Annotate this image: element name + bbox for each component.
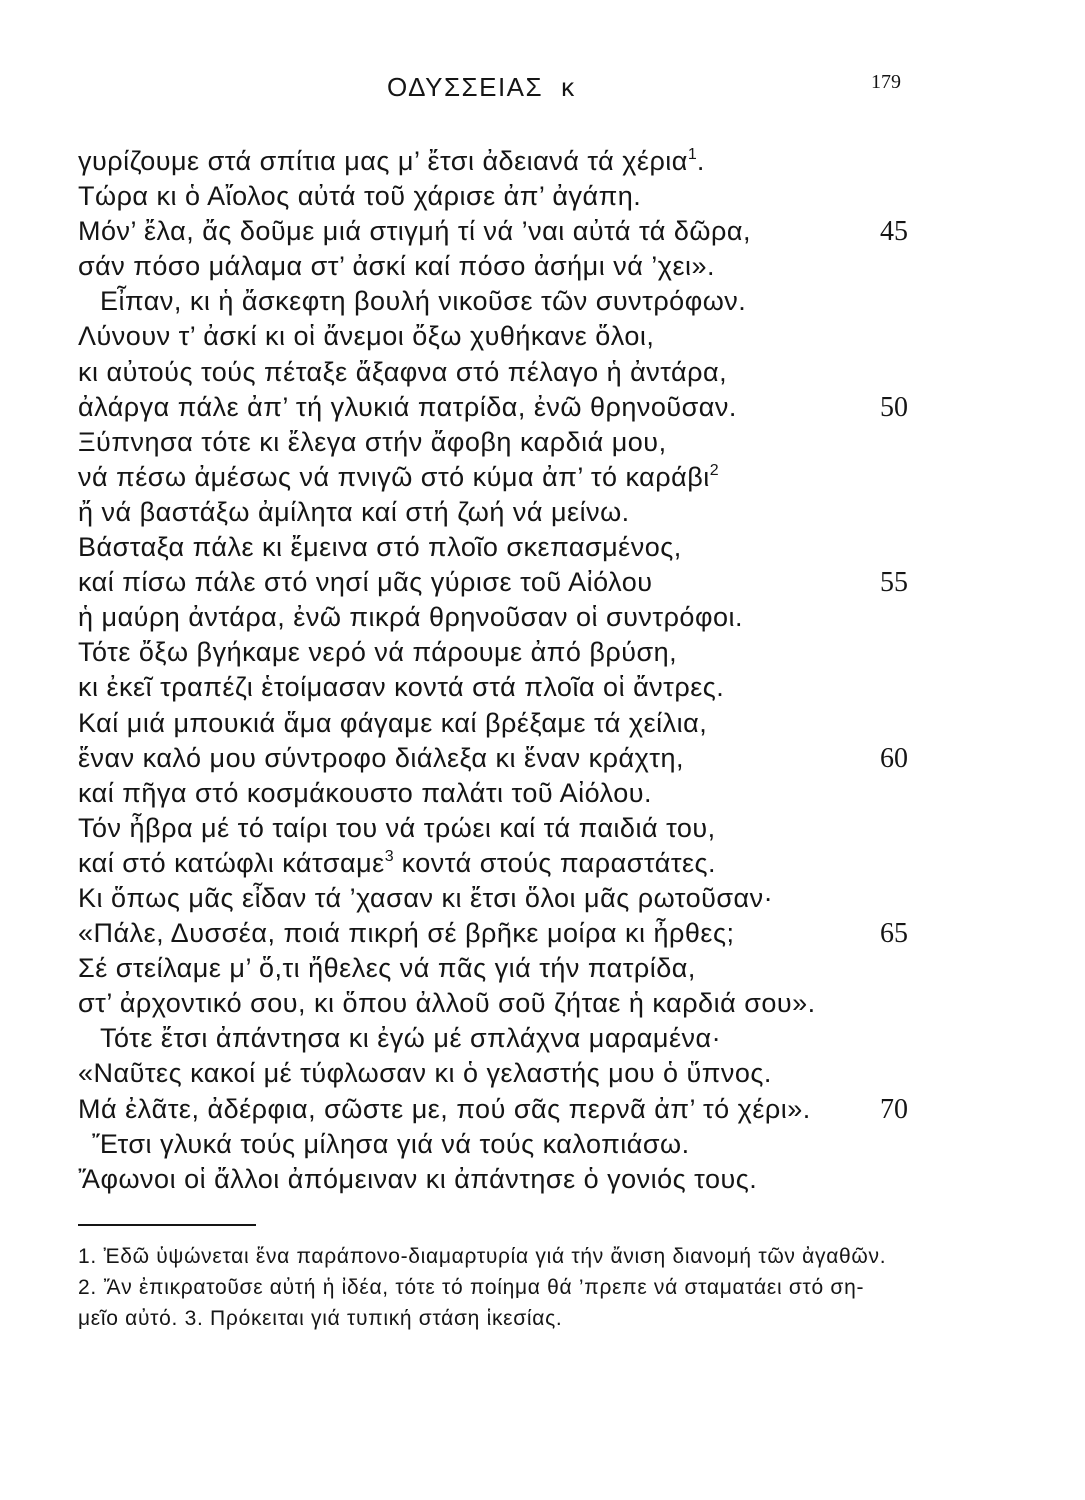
verse-text: καί πίσω πάλε στό νησί μᾶς γύρισε τοῦ Αἰόλου — [78, 567, 653, 598]
verse-text: κι ἐκεῖ τραπέζι ἑτοίμασαν κοντά στά πλοῖα οἱ ἄντρες. — [78, 672, 725, 703]
verse-line — [78, 1056, 958, 1091]
verse-text: σάν πόσο μάλαμα στ’ ἀσκί καί πόσο ἀσήμι νά ’χει». — [78, 251, 716, 282]
verse-line — [78, 355, 958, 390]
verse-line — [78, 706, 958, 741]
line-number: 55 — [880, 567, 908, 599]
verse-line — [78, 249, 958, 284]
verse-text: Καί μιά μπουκιά ἅμα φάγαμε καί βρέξαμε τά χείλια, — [78, 707, 708, 738]
verse-text-after: . — [696, 146, 705, 176]
verse-text: Ξύπνησα τότε κι ἔλεγα στήν ἄφοβη καρδιά μου, — [78, 426, 667, 457]
verse-text: γυρίζουμε στά σπίτια μας μ’ ἔτσι ἀδειανά τά χέρια — [78, 146, 688, 176]
verse-line — [78, 214, 958, 249]
verse-text: «Πάλε, Δυσσέα, ποιά πικρή σέ βρῆκε μοίρα κι ἦρθες; — [78, 918, 735, 949]
verse-text: Τώρα κι ὁ Αἴολος αὐτά τοῦ χάρισε ἀπ’ ἀγάπη. — [78, 181, 642, 212]
verse-text: καί πῆγα στό κοσμάκουστο παλάτι τοῦ Αἰόλου. — [78, 777, 652, 808]
verse-line — [78, 460, 958, 495]
verse-text: Ἄφωνοι οἱ ἄλλοι ἀπόμειναν κι ἀπάντησε ὁ γονιός τους. — [78, 1163, 758, 1194]
verse-text: στ’ ἀρχοντικό σου, κι ὅπου ἀλλοῦ σοῦ ζήταε ἡ καρδιά σου». — [78, 988, 816, 1019]
verse-line — [78, 986, 958, 1021]
verse-line — [78, 951, 958, 986]
verse-line — [78, 635, 958, 670]
footnotes — [78, 1241, 886, 1334]
verse-text: Τότε ἔτσι ἀπάντησα κι ἐγώ μέ σπλάχνα μαραμένα· — [100, 1023, 722, 1054]
verse-line — [78, 776, 958, 811]
verse-line — [78, 495, 958, 530]
verse-line — [78, 741, 958, 776]
verse-text: Μόν’ ἔλα, ἄς δοῦμε μιά στιγμή τί νά ’ναι αὐτά τά δῶρα, — [78, 216, 751, 247]
verse-line — [78, 881, 958, 916]
verse-text: ἡ μαύρη ἀντάρα, ἐνῶ πικρά θρηνοῦσαν οἱ συντρόφοι. — [78, 602, 743, 633]
footnote-ref: 3 — [384, 847, 394, 865]
running-head — [387, 72, 574, 102]
verse-line — [78, 319, 958, 354]
verse-line — [78, 916, 958, 951]
verse-text: νά πέσω ἀμέσως νά πνιγῶ στό κύμα ἀπ’ τό καράβι — [78, 461, 710, 492]
line-number: 70 — [880, 1093, 908, 1125]
verse-block — [78, 144, 958, 1197]
verse-line — [78, 811, 958, 846]
verse-text: Ἔτσι γλυκά τούς μίλησα γιά νά τούς καλοπιάσω. — [92, 1128, 690, 1159]
verse-text: Βάσταξα πάλε κι ἔμεινα στό πλοῖο σκεπασμένος, — [78, 532, 682, 563]
line-number: 50 — [880, 391, 908, 423]
verse-text: Κι ὅπως μᾶς εἶδαν τά ’χασαν κι ἔτσι ὅλοι μᾶς ρωτοῦσαν· — [78, 882, 774, 913]
verse-line — [78, 144, 958, 179]
verse-text: ἤ νά βαστάξω ἀμίλητα καί στή ζωή νά μείνω. — [78, 496, 630, 527]
verse-line — [78, 565, 958, 600]
page-number: 179 — [871, 71, 901, 93]
verse-text: καί στό κατώφλι κάτσαμε — [78, 847, 385, 878]
footnote-separator — [78, 1224, 256, 1226]
verse-line — [78, 390, 958, 425]
verse-text: κι αὐτούς τούς πέταξε ἄξαφνα στό πέλαγο ἡ ἀντάρα, — [78, 356, 728, 387]
verse-line — [78, 1021, 958, 1056]
verse-line — [78, 284, 958, 319]
verse-text: Τότε ὄξω βγήκαμε νερό νά πάρουμε ἀπό βρύση, — [78, 637, 678, 668]
footnote-line: 1. Ἐδῶ ὑψώνεται ἕνα παράπονο-διαμαρτυρία γιά τήν ἄνιση διανομή τῶν ἀγαθῶν. — [78, 1245, 887, 1268]
line-number: 60 — [880, 742, 908, 774]
verse-line — [78, 1092, 958, 1127]
verse-line — [78, 600, 958, 635]
footnote-line: 2. Ἄν ἐπικρατοῦσε αὐτή ἡ ἰδέα, τότε τό ποίημα θά ’πρεπε νά σταματάει στό ση- — [78, 1276, 865, 1299]
verse-text: Λύνουν τ’ ἀσκί κι οἱ ἄνεμοι ὄξω χυθήκανε ὅλοι, — [78, 321, 655, 352]
verse-text: Εἶπαν, κι ἡ ἄσκεφτη βουλή νικοῦσε τῶν συντρόφων. — [100, 286, 747, 317]
footnote-ref: 1 — [687, 146, 697, 163]
verse-text: Μά ἐλᾶτε, ἀδέρφια, σῶστε με, πού σᾶς περνᾶ ἀπ’ τό χέρι». — [78, 1093, 811, 1124]
verse-line — [78, 670, 958, 705]
verse-line — [78, 530, 958, 565]
verse-text: ἕναν καλό μου σύντροφο διάλεξα κι ἕναν κράχτη, — [78, 742, 684, 773]
line-number: 45 — [880, 216, 908, 248]
verse-text: Σέ στείλαμε μ’ ὅ,τι ἤθελες νά πᾶς γιά τήν πατρίδα, — [78, 953, 696, 984]
verse-text: Τόν ἦβρα μέ τό ταίρι του νά τρώει καί τά παιδιά του, — [78, 812, 716, 843]
line-number: 65 — [880, 918, 908, 950]
verse-line — [78, 425, 958, 460]
book-letter: κ — [561, 72, 575, 102]
verse-line — [78, 1162, 958, 1197]
footnote-line: μεῖο αὐτό. 3. Πρόκειται γιά τυπική στάση ἱκεσίας. — [78, 1307, 563, 1330]
footnote-ref: 2 — [709, 461, 719, 479]
verse-text-after: κοντά στούς παραστάτες. — [393, 847, 717, 878]
verse-text: «Ναῦτες κακοί μέ τύφλωσαν κι ὁ γελαστής μου ὁ ὕπνος. — [78, 1058, 772, 1089]
verse-line — [78, 179, 958, 214]
verse-text: ἀλάργα πάλε ἀπ’ τή γλυκιά πατρίδα, ἐνῶ θρηνοῦσαν. — [78, 391, 737, 422]
running-head-title: ΟΔΥΣΣΕΙΑΣ — [387, 72, 544, 102]
verse-line — [78, 1127, 958, 1162]
verse-line — [78, 846, 958, 881]
